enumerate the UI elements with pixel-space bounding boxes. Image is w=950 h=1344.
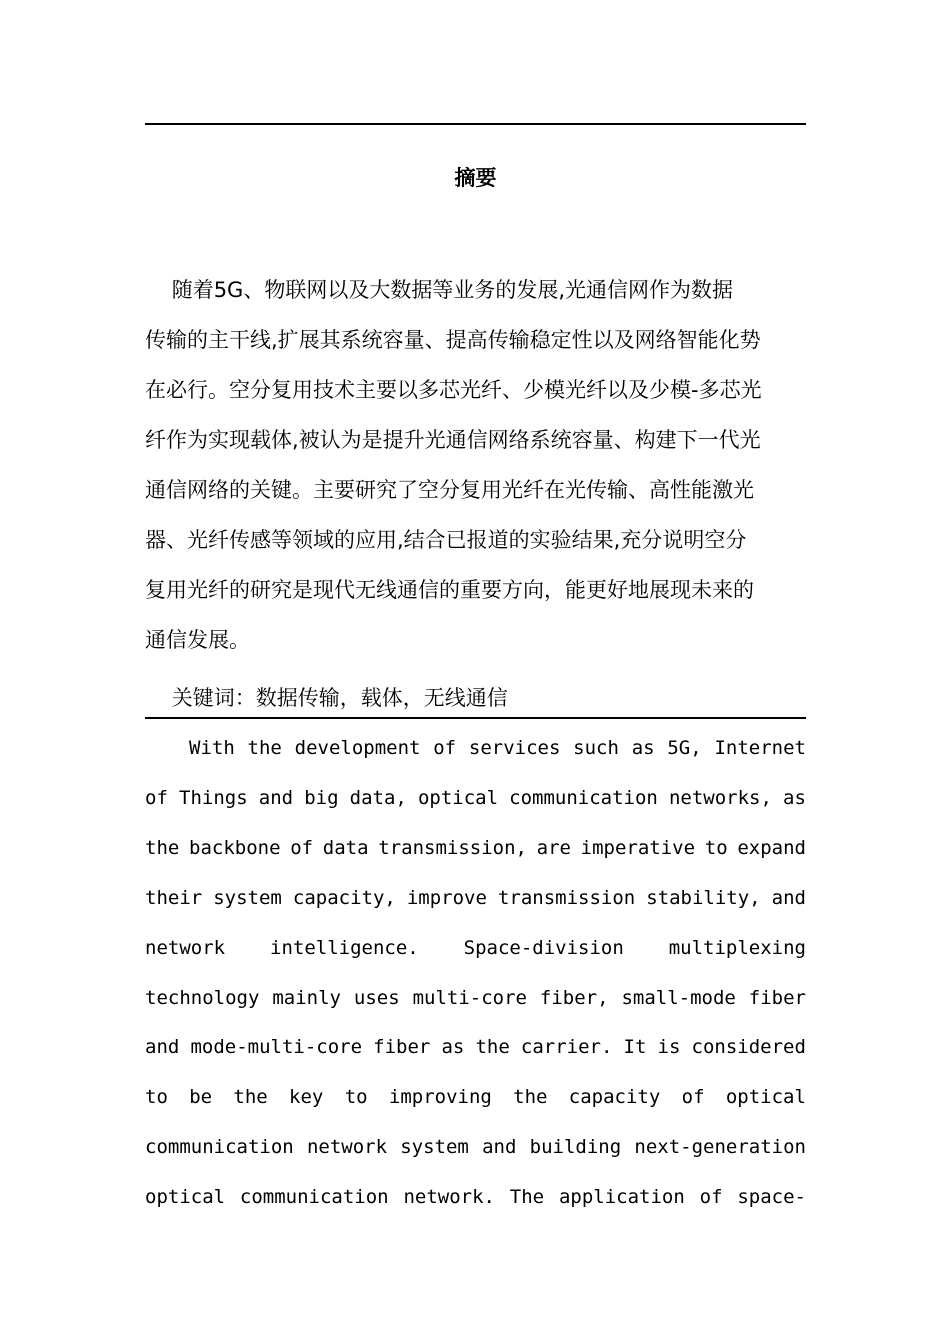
abstract-en-word: and	[258, 787, 294, 809]
abstract-en-word: network	[145, 937, 226, 959]
abstract-en-word: be	[189, 1086, 213, 1108]
abstract-en-word: system	[213, 887, 282, 909]
abstract-en-word: intelligence.	[270, 937, 419, 959]
abstract-en-word: of	[145, 787, 168, 809]
abstract-cn-line: 复用光纤的研究是现代无线通信的重要方向，能更好地展现未来的	[145, 578, 754, 602]
abstract-en-word: data	[322, 837, 369, 859]
abstract-en-word: such	[573, 737, 619, 759]
abstract-en-word: backbone	[189, 837, 281, 859]
abstract-en-word: capacity	[568, 1086, 661, 1108]
abstract-en-word: building	[529, 1136, 622, 1158]
abstract-en-word: communication	[509, 787, 658, 809]
abstract-en-word: uses	[353, 987, 400, 1009]
abstract-en-word: multiplexing	[668, 937, 806, 959]
abstract-en-line	[145, 934, 806, 962]
abstract-en-word: mode-multi-core	[190, 1036, 363, 1058]
abstract-en-line	[145, 1033, 806, 1061]
abstract-en-word: With	[189, 737, 235, 759]
abstract-en-word: Internet	[714, 737, 806, 759]
abstract-en-word: communication	[239, 1186, 389, 1208]
abstract-en-word: next-generation	[634, 1136, 806, 1158]
abstract-en-word: is	[657, 1036, 681, 1058]
page-title: 摘要	[454, 166, 497, 190]
abstract-en-line	[145, 834, 806, 862]
abstract-en-line	[145, 984, 806, 1012]
abstract-en-word: multi-core	[412, 987, 527, 1009]
abstract-en-word: as	[441, 1036, 465, 1058]
abstract-cn-line: 纤作为实现载体,被认为是提升光通信网络系统容量、构建下一代光	[145, 428, 761, 452]
abstract-en-word: and	[145, 1036, 180, 1058]
abstract-cn-line: 通信网络的关键。主要研究了空分复用光纤在光传输、高性能激光	[145, 478, 754, 502]
abstract-en-word: of	[699, 1186, 723, 1208]
section-rule	[145, 717, 806, 719]
abstract-en-word: data,	[349, 787, 407, 809]
abstract-en-word: the	[145, 837, 180, 859]
abstract-en-word: space-	[737, 1186, 806, 1208]
abstract-en-word: Things	[179, 787, 248, 809]
abstract-en-word: as	[783, 787, 806, 809]
abstract-en-word: carrier.	[520, 1036, 613, 1058]
abstract-cn-line: 器、光纤传感等领域的应用,结合已报道的实验结果,充分说明空分	[145, 528, 747, 552]
abstract-en-word: network.	[403, 1186, 495, 1208]
abstract-en-word: as	[631, 737, 655, 759]
abstract-en-word: are	[536, 837, 571, 859]
abstract-en-word: imperative	[580, 837, 696, 859]
abstract-en-word: system	[400, 1136, 469, 1158]
abstract-en-word: the	[475, 1036, 510, 1058]
abstract-cn-line: 传输的主干线,扩展其系统容量、提高传输稳定性以及网络智能化势	[145, 328, 761, 352]
abstract-en-word: mainly	[272, 987, 341, 1009]
abstract-en-word: optical	[417, 787, 499, 809]
abstract-en-line	[145, 1183, 806, 1211]
abstract-en-word: fiber	[748, 987, 806, 1009]
abstract-en-word: of	[681, 1086, 705, 1108]
abstract-en-word: the	[247, 737, 282, 759]
abstract-en-word: technology	[145, 987, 260, 1009]
abstract-en-word: network	[306, 1136, 388, 1158]
abstract-en-word: their	[145, 887, 203, 909]
abstract-en-word: optical	[145, 1186, 226, 1208]
abstract-cn-line: 在必行。空分复用技术主要以多芯光纤、少模光纤以及少模-多芯光	[145, 378, 762, 402]
abstract-en-word: transmission,	[378, 837, 527, 859]
abstract-en-word: the	[233, 1086, 268, 1108]
abstract-en-word: and	[771, 887, 806, 909]
top-rule	[145, 123, 806, 125]
abstract-en-word: stability,	[646, 887, 761, 909]
abstract-en-word: the	[513, 1086, 548, 1108]
abstract-en-word: improving	[388, 1086, 492, 1108]
abstract-cn-line: 随着5G、物联网以及大数据等业务的发展,光通信网作为数据	[145, 278, 734, 302]
abstract-en-word: to	[344, 1086, 368, 1108]
abstract-en-line	[145, 1133, 806, 1161]
abstract-en-word: of	[290, 837, 314, 859]
abstract-en-word: Space-division	[463, 937, 624, 959]
abstract-en-word: communication	[145, 1136, 294, 1158]
abstract-en-word: The	[509, 1186, 545, 1208]
abstract-en-word: transmission	[497, 887, 636, 909]
abstract-en-word: to	[145, 1086, 168, 1108]
abstract-en-word: of	[433, 737, 457, 759]
abstract-en-line	[189, 734, 806, 762]
abstract-en-line	[145, 884, 806, 912]
abstract-en-line	[145, 784, 806, 812]
abstract-en-word: It	[623, 1036, 647, 1058]
abstract-en-word: optical	[725, 1086, 806, 1108]
abstract-en-word: small-mode	[621, 987, 736, 1009]
abstract-en-word: capacity,	[292, 887, 396, 909]
abstract-en-word: key	[289, 1086, 324, 1108]
abstract-en-word: networks,	[668, 787, 772, 809]
abstract-en-word: considered	[691, 1036, 806, 1058]
abstract-en-word: application	[558, 1186, 685, 1208]
abstract-en-word: 5G,	[667, 737, 702, 759]
abstract-en-line	[145, 1083, 806, 1111]
abstract-en-word: improve	[406, 887, 487, 909]
abstract-en-word: services	[468, 737, 561, 759]
keywords-cn: 关键词：数据传输，载体，无线通信	[145, 686, 508, 710]
abstract-en-word: development	[294, 737, 421, 759]
abstract-en-word: to	[704, 837, 728, 859]
abstract-en-word: fiber	[373, 1036, 431, 1058]
abstract-en-word: expand	[737, 837, 806, 859]
abstract-en-word: fiber,	[539, 987, 609, 1009]
abstract-en-word: big	[304, 787, 339, 809]
abstract-cn-line: 通信发展。	[145, 628, 250, 652]
abstract-en-word: and	[482, 1136, 517, 1158]
